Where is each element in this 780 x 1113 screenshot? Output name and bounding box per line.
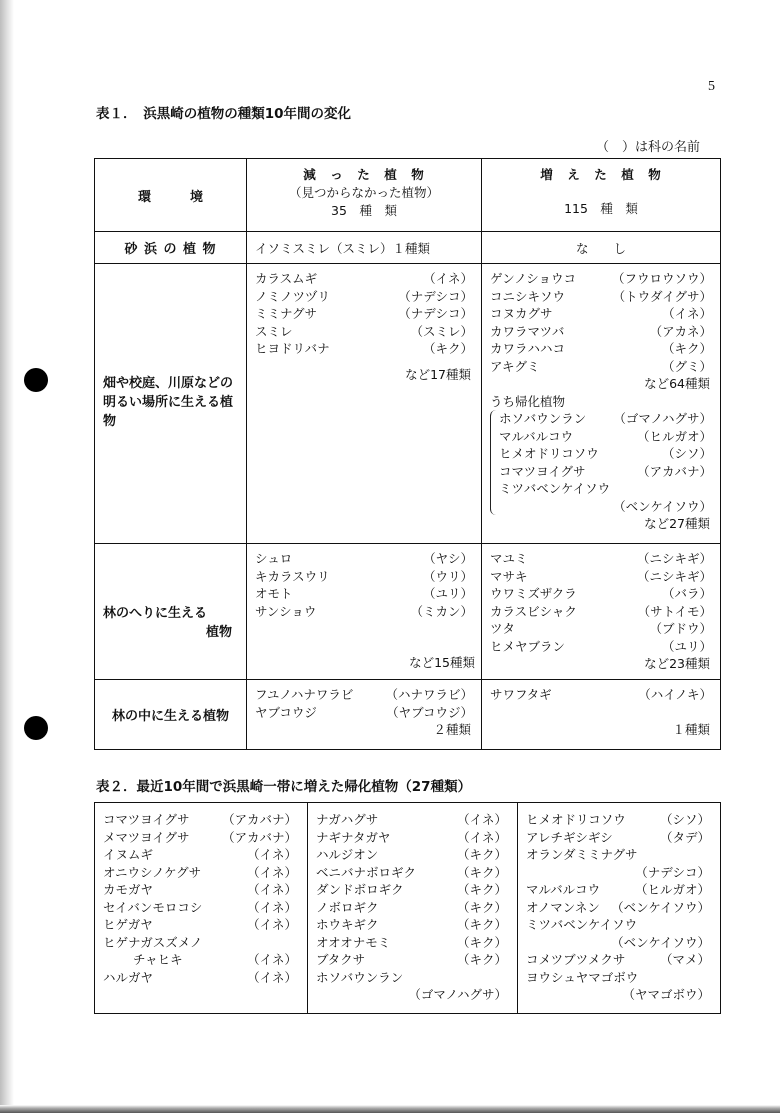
plant-entry xyxy=(255,305,477,323)
plant-family: （アカバナ） xyxy=(637,463,712,479)
plant-entry xyxy=(490,288,716,306)
bright-increased xyxy=(482,264,720,543)
plant-family: （シソ） xyxy=(659,812,710,827)
plant-family: （イネ） xyxy=(423,271,473,286)
plant-name: マサキ xyxy=(490,568,528,584)
plant-name: メマツヨイグサ xyxy=(103,829,190,845)
plant-name: カラスビシャク xyxy=(490,603,577,619)
sandbeach-increased: な し xyxy=(575,240,626,256)
plant-entry xyxy=(490,568,716,586)
plant-entry xyxy=(526,986,714,1004)
plant-entry xyxy=(490,270,716,288)
plant-name: コメツブツメクサ xyxy=(526,952,626,967)
header-increased-title: 増 え た 植 物 xyxy=(540,167,662,182)
forest-inside-increased-list xyxy=(490,686,716,704)
bright-decreased-list xyxy=(255,270,477,358)
header-decreased-sub: （見つからなかった植物） xyxy=(288,185,439,200)
plant-entry xyxy=(103,969,301,987)
plant-entry xyxy=(490,585,716,603)
forest-inside-increased-summary: １種類 xyxy=(672,721,710,737)
plant-entry xyxy=(526,934,714,952)
plant-entry xyxy=(499,463,716,481)
plant-name: イヌムギ xyxy=(103,847,154,862)
plant-entry xyxy=(103,811,301,829)
bright-decreased xyxy=(247,264,482,543)
plant-name: コニシキソウ xyxy=(490,288,566,304)
plant-entry xyxy=(526,899,714,917)
plant-entry xyxy=(490,358,716,376)
header-decreased-count: 35 種 類 xyxy=(331,203,397,218)
plant-name: キカラスウリ xyxy=(255,568,330,584)
plant-family: （キク） xyxy=(456,899,507,915)
table1 xyxy=(94,158,721,750)
plant-family: （イネ） xyxy=(247,969,297,985)
plant-entry xyxy=(255,568,477,586)
plant-name: ヒメオドリコソウ xyxy=(526,812,626,827)
plant-name: ヒゲナガスズメノ xyxy=(103,934,203,950)
plant-family: （シソ） xyxy=(661,446,712,461)
plant-name: アレチギシギシ xyxy=(526,829,613,845)
env-forest-edge-line2: 植物 xyxy=(205,625,232,640)
plant-family: （ベンケイソウ） xyxy=(611,899,710,915)
plant-family: （キク） xyxy=(422,341,473,356)
plant-family: （ゴマノハグサ） xyxy=(613,411,712,426)
plant-family: （キク） xyxy=(456,917,507,932)
env-forest-edge xyxy=(95,544,247,679)
plant-name: ホソバウンラン xyxy=(499,411,587,426)
table1-row-forest-edge xyxy=(95,543,720,679)
forest-edge-increased-summary: など23種類 xyxy=(644,656,710,671)
plant-name: ミミナグサ xyxy=(255,306,318,321)
plant-family: （ナデシコ） xyxy=(398,288,473,304)
plant-name: スミレ xyxy=(255,323,293,339)
plant-family: （スミレ） xyxy=(410,323,473,339)
plant-family: （ハナワラビ） xyxy=(385,687,473,702)
plant-name: カモガヤ xyxy=(103,882,154,897)
plant-family: （トウダイグサ） xyxy=(612,288,712,304)
plant-entry xyxy=(316,881,511,899)
plant-name: ヒメオドリコソウ xyxy=(499,446,599,461)
plant-family: （イネ） xyxy=(247,847,297,862)
plant-name: ベニバナボロギク xyxy=(316,864,417,880)
plant-family: （キク） xyxy=(456,864,507,880)
plant-entry xyxy=(255,686,477,704)
plant-entry xyxy=(316,899,511,917)
plant-family: （アカバナ） xyxy=(222,812,297,827)
plant-family: （グミ） xyxy=(661,358,712,374)
bright-increased-summary: など64種類 xyxy=(644,376,710,391)
plant-entry xyxy=(103,846,301,864)
table2-column-1 xyxy=(95,803,307,1013)
plant-entry xyxy=(490,603,716,621)
plant-entry xyxy=(316,986,511,1004)
plant-name: ヒメヤブラン xyxy=(490,638,566,654)
plant-entry xyxy=(255,340,477,358)
page-number: 5 xyxy=(708,79,715,94)
plant-name: シュロ xyxy=(255,551,293,566)
plant-entry xyxy=(499,445,716,463)
plant-family: （ユリ） xyxy=(422,586,473,601)
plant-entry xyxy=(103,881,301,899)
plant-name: サワフタギ xyxy=(490,687,552,702)
plant-name: ホソバウンラン xyxy=(316,969,404,985)
plant-entry xyxy=(499,428,716,446)
plant-name: ウワミズザクラ xyxy=(490,586,577,601)
table1-row-forest-inside xyxy=(95,679,720,749)
table1-caption: 表１． 浜黒崎の植物の種類10年間の変化 xyxy=(96,106,352,122)
plant-name: ノボロギク xyxy=(316,899,379,915)
plant-family: （ヤマゴボウ） xyxy=(622,987,710,1002)
plant-name: セイバンモロコシ xyxy=(103,899,203,915)
plant-name: ミツバベンケイソウ xyxy=(526,917,638,932)
env-sandbeach: 砂 浜 の 植 物 xyxy=(95,232,247,263)
table1-row-sandbeach xyxy=(95,231,720,263)
plant-name: カワラハハコ xyxy=(490,341,566,356)
plant-entry xyxy=(526,829,714,847)
plant-entry xyxy=(490,620,716,638)
plant-family: （アカバナ） xyxy=(222,829,297,845)
plant-entry xyxy=(499,480,716,498)
plant-name: ブタクサ xyxy=(316,952,366,967)
plant-name: マルバルコウ xyxy=(526,882,601,897)
plant-family: （イネ） xyxy=(247,917,297,932)
header-increased xyxy=(482,159,720,231)
plant-family: （ヤブコウジ） xyxy=(386,704,473,720)
plant-entry xyxy=(103,864,301,882)
plant-entry xyxy=(526,846,714,864)
forest-inside-decreased-list xyxy=(255,686,477,721)
plant-entry xyxy=(316,969,511,987)
plant-family: （キク） xyxy=(456,934,507,950)
plant-entry xyxy=(490,638,716,656)
plant-family: （ブドウ） xyxy=(649,621,712,636)
plant-entry xyxy=(316,864,511,882)
plant-entry xyxy=(526,969,714,987)
plant-family: （バラ） xyxy=(661,586,712,601)
plant-family: （イネ） xyxy=(662,306,712,321)
plant-name: フユノハナワラビ xyxy=(255,687,354,702)
plant-entry xyxy=(255,585,477,603)
plant-family: （ニシキギ） xyxy=(636,568,712,584)
plant-entry xyxy=(499,498,716,516)
table2-column-3 xyxy=(517,803,720,1013)
forest-edge-increased xyxy=(482,544,720,679)
plant-entry xyxy=(255,550,477,568)
plant-entry xyxy=(490,323,716,341)
sandbeach-decreased: イソミスミレ（スミレ）１種類 xyxy=(247,232,482,263)
header-decreased xyxy=(247,159,482,231)
table2-column-2 xyxy=(307,803,517,1013)
plant-family: （ヒルガオ） xyxy=(634,882,710,897)
plant-name: ヒゲガヤ xyxy=(103,917,153,932)
plant-entry xyxy=(526,811,714,829)
binder-hole-upper xyxy=(24,368,48,392)
plant-entry xyxy=(316,811,511,829)
table1-row-bright xyxy=(95,263,720,543)
plant-entry xyxy=(526,881,714,899)
forest-edge-decreased xyxy=(247,544,482,679)
plant-entry xyxy=(255,603,477,621)
plant-entry xyxy=(255,704,477,722)
plant-family: （ミカン） xyxy=(410,603,473,619)
forest-edge-increased-list xyxy=(490,550,716,655)
plant-entry xyxy=(490,305,716,323)
plant-family: （ユリ） xyxy=(661,638,712,654)
plant-family: （ウリ） xyxy=(422,568,473,584)
plant-entry xyxy=(526,864,714,882)
plant-name: ハルガヤ xyxy=(103,969,154,985)
plant-entry xyxy=(316,829,511,847)
table1-note: （ ）は科の名前 xyxy=(596,140,701,155)
plant-entry xyxy=(103,899,301,917)
plant-family: （ナデシコ） xyxy=(398,306,473,321)
plant-name: サンショウ xyxy=(255,603,317,619)
plant-family: （ベンケイソウ） xyxy=(611,934,710,950)
plant-family: （キク） xyxy=(456,847,507,862)
plant-family: （ベンケイソウ） xyxy=(613,498,712,514)
header-increased-count: 115 種 類 xyxy=(564,201,638,216)
plant-family: （ハイノキ） xyxy=(638,687,712,702)
forest-inside-decreased-summary: ２種類 xyxy=(433,722,471,737)
plant-name: チャヒキ xyxy=(133,952,183,967)
plant-name: ヒヨドリバナ xyxy=(255,341,330,356)
forest-inside-decreased xyxy=(247,680,482,749)
plant-family: （イネ） xyxy=(247,864,297,880)
plant-family: （イネ） xyxy=(457,812,507,827)
plant-name: ゲンノショウコ xyxy=(490,271,577,286)
forest-edge-decreased-summary: など15種類 xyxy=(409,654,475,670)
plant-entry xyxy=(526,951,714,969)
plant-family: （タデ） xyxy=(659,829,710,845)
plant-entry xyxy=(526,916,714,934)
plant-name: ノミノツヅリ xyxy=(255,288,331,304)
env-forest-edge-line1: 林のへりに生える xyxy=(103,606,208,621)
plant-name: ハルジオン xyxy=(316,847,379,862)
plant-family: （イネ） xyxy=(247,882,297,897)
plant-name: アキグミ xyxy=(490,358,540,374)
plant-entry xyxy=(316,916,511,934)
scan-left-edge xyxy=(0,0,14,1113)
plant-entry xyxy=(103,951,301,969)
forest-edge-decreased-list xyxy=(255,550,477,620)
plant-name: ナガハグサ xyxy=(316,812,379,827)
header-decreased-title: 減 っ た 植 物 xyxy=(303,167,425,182)
plant-name: コヌカグサ xyxy=(490,306,553,321)
plant-family: （ヒルガオ） xyxy=(636,428,712,444)
env-bright: 畑や校庭、川原などの明るい場所に生える植物 xyxy=(95,264,247,543)
plant-family: （イネ） xyxy=(247,899,297,915)
bright-decreased-summary: など17種類 xyxy=(405,366,471,382)
plant-name: ホウキギク xyxy=(316,917,379,932)
plant-family: （ゴマノハグサ） xyxy=(408,987,507,1002)
plant-family: （サトイモ） xyxy=(637,603,712,619)
plant-name: カラスムギ xyxy=(255,271,318,286)
plant-family: （アカネ） xyxy=(649,323,712,339)
plant-family: （マメ） xyxy=(659,952,710,967)
plant-name: マユミ xyxy=(490,551,528,566)
plant-name: マルバルコウ xyxy=(499,428,574,444)
plant-name: ツタ xyxy=(490,621,515,636)
plant-entry xyxy=(316,951,511,969)
plant-family: （フウロウソウ） xyxy=(611,271,712,286)
plant-name: オランダミミナグサ xyxy=(526,847,638,862)
plant-family: （キク） xyxy=(456,882,507,897)
plant-name: コマツヨイグサ xyxy=(499,463,586,479)
plant-name: オノマンネン xyxy=(526,899,600,915)
plant-name: ミツバベンケイソウ xyxy=(499,481,611,496)
plant-family: （イネ） xyxy=(457,829,507,845)
plant-entry xyxy=(103,934,301,952)
table2 xyxy=(94,802,721,1014)
plant-entry xyxy=(490,550,716,568)
naturalized-list xyxy=(490,410,716,515)
plant-entry xyxy=(316,934,511,952)
plant-name: ヨウシュヤマゴボウ xyxy=(526,969,639,985)
plant-entry xyxy=(490,340,716,358)
env-forest-inside: 林の中に生える植物 xyxy=(95,680,247,749)
plant-entry xyxy=(255,288,477,306)
binder-hole-lower xyxy=(24,716,48,740)
plant-name: ナギナタガヤ xyxy=(316,829,391,845)
scan-bottom-edge xyxy=(0,1105,780,1113)
plant-entry xyxy=(103,916,301,934)
plant-entry xyxy=(103,829,301,847)
plant-name: オオオナモミ xyxy=(316,934,391,950)
plant-entry xyxy=(316,846,511,864)
naturalized-label: うち帰化植物 xyxy=(490,393,566,409)
plant-family: （キク） xyxy=(456,952,507,967)
plant-name: ヤブコウジ xyxy=(255,704,317,720)
plant-entry xyxy=(255,270,477,288)
plant-family: （イネ） xyxy=(247,952,297,967)
plant-name: オニウシノケグサ xyxy=(103,864,202,880)
plant-family: （ニシキギ） xyxy=(636,551,712,566)
plant-entry xyxy=(255,323,477,341)
header-env: 環 境 xyxy=(95,159,247,231)
plant-family: （ヤシ） xyxy=(423,551,473,566)
plant-entry xyxy=(490,686,716,704)
plant-name: ダンドボロギク xyxy=(316,882,404,897)
plant-family: （キク） xyxy=(661,341,712,356)
plant-name: コマツヨイグサ xyxy=(103,812,190,827)
forest-inside-increased xyxy=(482,680,720,749)
plant-name: オモト xyxy=(255,586,293,601)
bright-increased-list xyxy=(490,270,716,375)
table2-caption: 表２．最近10年間で浜黒崎一帯に増えた帰化植物（27種類） xyxy=(96,779,472,795)
table1-header-row xyxy=(95,159,720,231)
plant-name: カワラマツバ xyxy=(490,323,565,339)
plant-entry xyxy=(499,410,716,428)
naturalized-summary: など27種類 xyxy=(644,516,710,531)
plant-family: （ナデシコ） xyxy=(635,864,710,880)
